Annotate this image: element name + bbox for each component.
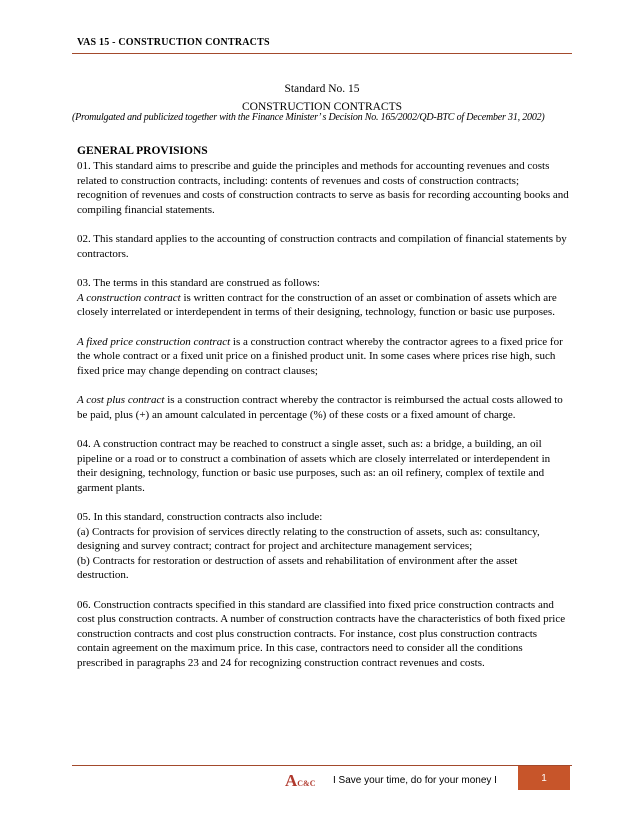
paragraph-06: 06. Construction contracts specified in this standard are classified into fixed price construction contracts and cost plus construction contracts. A number of construction contracts have the characteristics of both fixed price construction contracts and cost plus construction contracts. For instance, cost plus construction contracts contain agreement on the maximum price. In this case, contractors need to consider all the conditions prescribed in paragraphs 23 and 24 for recognizing construction contract revenues and costs. <box>77 598 566 669</box>
definition-construction-contract <box>77 291 570 320</box>
header-rule <box>72 53 572 54</box>
paragraph-05: 05. In this standard, construction contracts also include: <box>77 511 323 523</box>
definition-text: is a construction contract whereby the contractor agrees to a fixed price for the whole contract or a fixed unit price on a finished product unit. In some cases where prices rise high, such fixed price may change depending on contract clauses; <box>77 335 563 377</box>
promulgation-note: (Promulgated and publicized together with the Finance Minister’ s Decision No. 165/2002/QD-BTC of December 31, 2002) <box>72 112 545 123</box>
paragraph-04: 04. A construction contract may be reached to construct a single asset, such as: a bridge, a building, an oil pipeline or a road or to construct a combination of assets which are closely interrelated or interdependent in their designing, technology, function or basic use purposes, such as: an oil refinery, complex of textile and garment plants. <box>77 438 551 494</box>
paragraph-05a: (a) Contracts for provision of services directly relating to the construction of assets, such as: consultancy, designing and survey contract; contract for project and architecture management services; <box>77 525 540 552</box>
definition-fixed-price-contract <box>77 335 570 379</box>
paragraph-05b: (b) Contracts for restoration or destruction of assets and rehabilitation of environment after the asset destruction. <box>77 554 518 581</box>
definition-cost-plus-contract <box>77 393 570 422</box>
page-number-badge: 1 <box>518 766 570 790</box>
title-block <box>72 82 572 115</box>
standard-number: Standard No. 15 <box>284 83 360 95</box>
definition-term: A construction contract <box>77 291 181 304</box>
running-header: VAS 15 - CONSTRUCTION CONTRACTS <box>77 37 270 48</box>
paragraph-03: 03. The terms in this standard are construed as follows: <box>77 277 320 289</box>
footer-rule <box>72 765 572 766</box>
definition-term: A cost plus contract <box>77 394 165 406</box>
definition-text: is written contract for the construction of an asset or combination of assets which are closely interrelated or interdependent in terms of their designing, technology, function or basic use purposes. <box>77 291 557 318</box>
company-logo: AC&C <box>285 771 316 790</box>
section-heading: GENERAL PROVISIONS <box>77 145 208 157</box>
definition-term: A fixed price construction contract <box>77 335 231 348</box>
paragraph-01: 01. This standard aims to prescribe and guide the principles and methods for accounting revenues and costs related to construction contracts, including: contents of revenues and costs of construction contracts; recognition of revenues and costs of construction contracts to serve as basis for recording accounting books and compiling financial statements. <box>77 160 569 216</box>
footer-slogan: I Save your time, do for your money I <box>333 775 497 786</box>
document-body <box>77 144 570 670</box>
paragraph-02: 02. This standard applies to the accounting of construction contracts and compilation of financial statements by contractors. <box>77 233 567 260</box>
standard-title: CONSTRUCTION CONTRACTS <box>241 101 403 113</box>
definition-text: is a construction contract whereby the contractor is reimbursed the actual costs allowed to be paid, plus (+) an amount calculated in percentage (%) of these costs or a fixed amount of charge. <box>77 394 563 421</box>
